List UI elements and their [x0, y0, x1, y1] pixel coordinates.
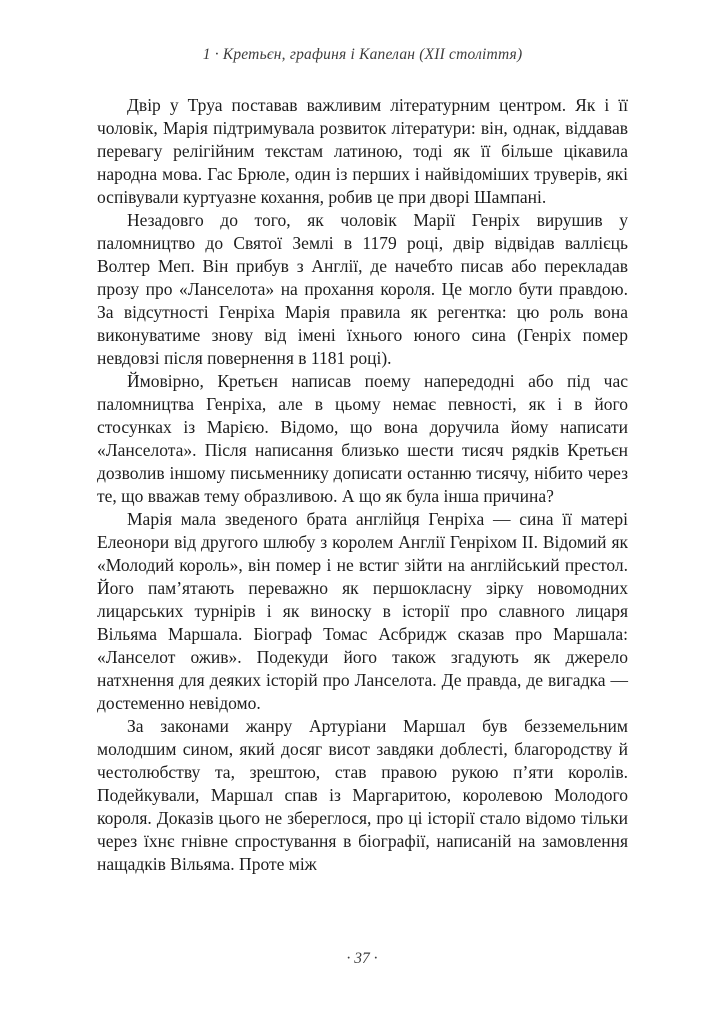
body-paragraph: За законами жанру Артуріани Маршал був безземельним молодшим сином, який досяг висот завдяки доблесті, благородству й честолюбству та, зрештою, став правою рукою п’яти королів. Подейкували, Маршал спав із Маргаритою, королевою Молодого короля. Доказів цього не збереглося, про ці історії стало відомо тільки через їхнє гнівне спростування в біографії, написаній на замовлення нащадків Вільяма. Проте між	[97, 716, 628, 874]
body-paragraph: Двір у Труа поставав важливим літературним центром. Як і її чоловік, Марія підтримувала розвиток літератури: він, однак, віддавав перевагу релігійним текстам латиною, тоді як її більше цікавила народна мова. Гас Брюле, один із перших і найвідоміших труверів, які оспівували куртуазне кохання, робив це при дворі Шампані.	[97, 95, 628, 207]
page-body	[97, 94, 628, 876]
body-paragraph: Незадовго до того, як чоловік Марії Генріх вирушив у паломництво до Святої Землі в 1179 році, двір відвідав валлієць Волтер Меп. Він прибув з Англії, де начебто писав або перекладав прозу про «Ланселота» на прохання короля. Це могло бути правдою. За відсутності Генріха Марія правила як регентка: цю роль вона виконуватиме знову від імені їхнього юного сина (Генріх помер невдовзі після повернення в 1181 році).	[97, 210, 628, 368]
body-paragraph: Ймовірно, Кретьєн написав поему напередодні або під час паломництва Генріха, але в цьому немає певності, як і в його стосунках із Марією. Відомо, що вона доручила йому написати «Ланселота». Після написання близько шести тисяч рядків Кретьєн дозволив іншому письменнику дописати останню тисячу, нібито через те, що вважав тему образливою. А що як була інша причина?	[97, 371, 628, 506]
running-head: 1 · Кретьєн, графиня і Капелан (XII століття)	[202, 46, 523, 63]
page-number: · 37 ·	[346, 950, 378, 967]
body-paragraph: Марія мала зведеного брата англійця Генріха — сина її матері Елеонори від другого шлюбу з королем Англії Генріхом II. Відомий як «Молодий король», він помер і не встиг зійти на англійський престол. Його пам’ятають переважно як першокласну зірку новомодних лицарських турнірів і як виноску в історії про славного лицаря Вільяма Маршала. Біограф Томас Асбридж сказав про Маршала: «Ланселот ожив». Подекуди його також згадують як джерело натхнення для деяких історій про Ланселота. Де правда, де вигадка — достеменно невідомо.	[97, 509, 628, 713]
